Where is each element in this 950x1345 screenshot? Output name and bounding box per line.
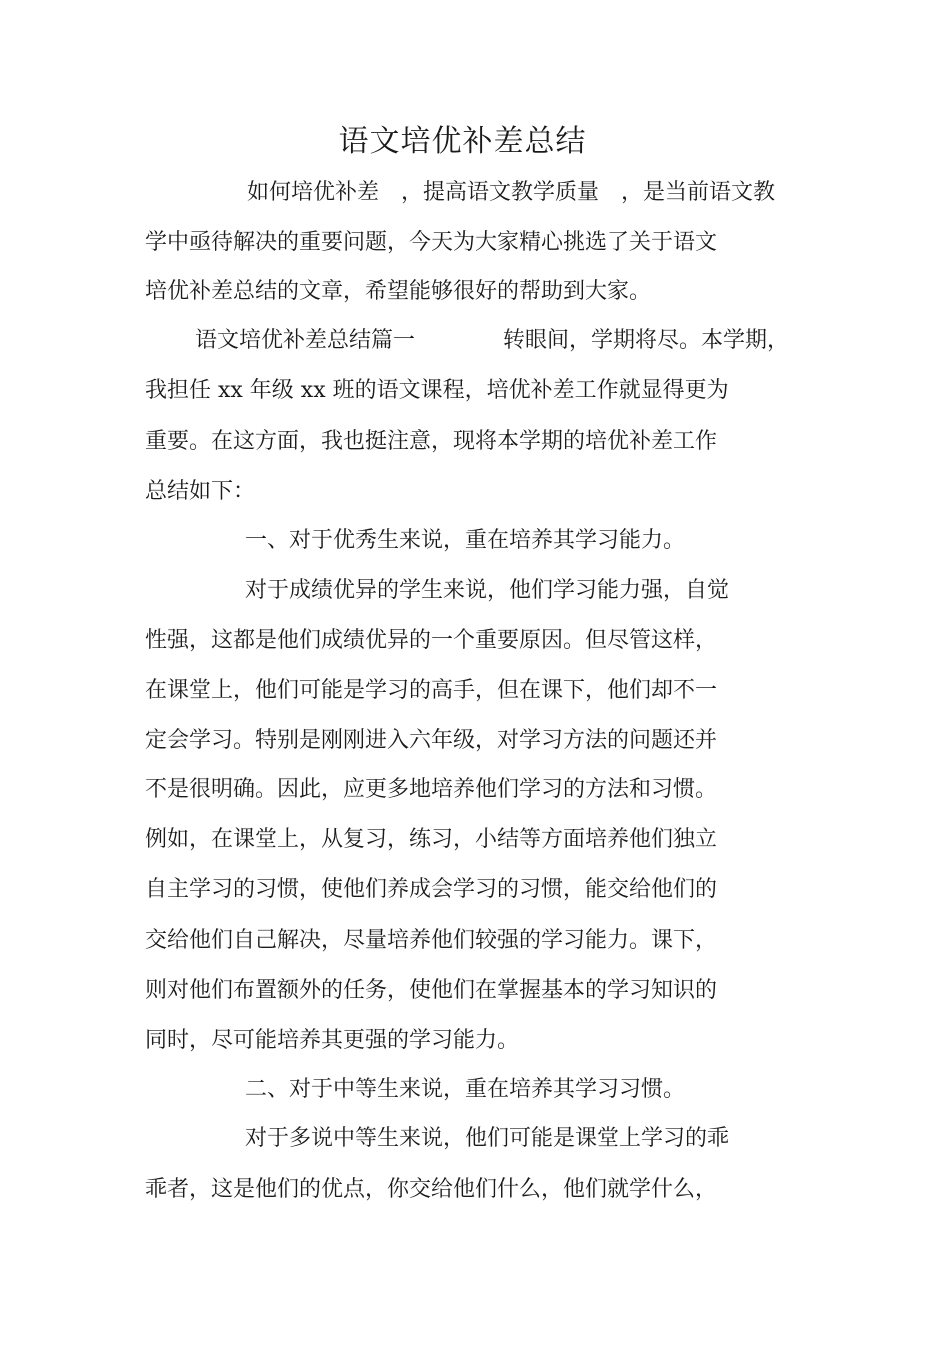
text-line: 同时，尽可能培养其更强的学习能力。 (145, 1028, 520, 1053)
text-line: 在课堂上，他们可能是学习的高手，但在课下，他们却不一 (145, 678, 718, 703)
text-line: 不是很明确。因此，应更多地培养他们学习的方法和习惯。 (145, 777, 718, 802)
text-line: 语文培优补差总结篇一 转眼间，学期将尽。本学期， (195, 328, 790, 353)
section-heading: 一、对于优秀生来说，重在培养其学习能力。 (245, 528, 686, 553)
text-line: 重要。在这方面，我也挺注意，现将本学期的培优补差工作 (145, 429, 718, 454)
text-line: 学中亟待解决的重要问题，今天为大家精心挑选了关于语文 (145, 230, 718, 255)
document-title: 语文培优补差总结 (338, 124, 587, 159)
text-line: 我担任 xx 年级 xx 班的语文课程，培优补差工作就显得更为 (145, 378, 729, 403)
text-line: 性强，这都是他们成绩优异的一个重要原因。但尽管这样， (145, 628, 718, 653)
text-line: 对于多说中等生来说，他们可能是课堂上学习的乖 (245, 1126, 730, 1151)
text-line: 乖者，这是他们的优点，你交给他们什么，他们就学什么， (145, 1177, 718, 1202)
text-line: 培优补差总结的文章，希望能够很好的帮助到大家。 (145, 279, 652, 304)
section-heading: 二、对于中等生来说，重在培养其学习习惯。 (245, 1077, 686, 1102)
text-line: 自主学习的习惯，使他们养成会学习的习惯，能交给他们的 (145, 877, 718, 902)
text-line: 交给他们自己解决，尽量培养他们较强的学习能力。课下， (145, 928, 718, 953)
text-line: 则对他们布置额外的任务，使他们在掌握基本的学习知识的 (145, 978, 718, 1003)
text-line: 定会学习。特别是刚刚进入六年级，对学习方法的问题还并 (145, 728, 718, 753)
text-line: 对于成绩优异的学生来说，他们学习能力强，自觉 (245, 578, 730, 603)
text-line: 总结如下： (145, 479, 256, 504)
text-line: 例如，在课堂上，从复习，练习，小结等方面培养他们独立 (145, 827, 718, 852)
text-line: 如何培优补差 ，提高语文教学质量 ，是当前语文教 (247, 180, 776, 205)
